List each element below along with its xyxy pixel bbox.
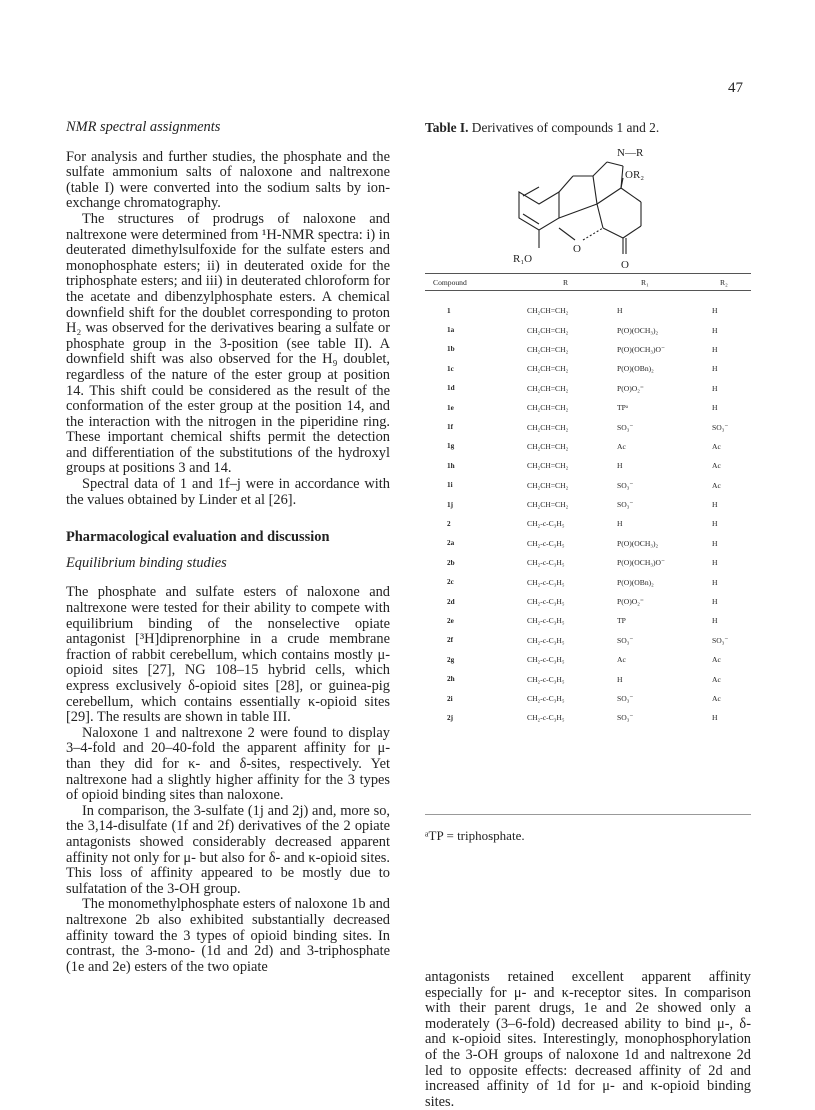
table-bottom-rule [425,814,751,815]
structure-label-o-ether: O [573,243,581,255]
structure-bond [597,188,621,204]
compound-cell: 2c [447,578,454,587]
r1-cell: SO₃⁻ [617,694,634,703]
compound-cell: 1h [447,461,455,470]
table-row [425,495,751,514]
r2-cell: H [712,577,718,587]
r2-cell: H [712,713,718,723]
table-caption-text: Derivatives of compounds 1 and 2. [471,120,660,135]
compound-cell: 2 [447,519,451,528]
compound-cell: 1e [447,403,454,412]
r2-cell: H [712,558,718,568]
table-row [425,340,751,359]
r-cell: CH₂-c-C₃H₅ [527,655,565,665]
r-cell: CH₂-c-C₃H₅ [527,577,565,587]
r1-cell: P(O)(OBn)₂ [617,364,654,374]
r1-cell: TP [617,616,626,626]
r-cell: CH₂-c-C₃H₅ [527,519,565,529]
structure-bond [603,228,623,238]
table-row [425,456,751,475]
r2-cell: H [712,306,718,316]
r-cell: CH₂-c-C₃H₅ [527,674,565,684]
r2-cell: H [712,597,718,607]
structure-label-r1o: R₁O [513,253,533,265]
structure-bond [623,226,641,238]
r2-cell: Ac [712,674,721,684]
r-cell: CH₂CH=CH₂ [527,344,569,354]
structure-bond [523,214,539,224]
r1-cell: H [617,519,623,529]
r1-cell: P(O)(OCH₃)₂ [617,325,659,335]
column-header: R₂ [712,274,751,291]
compound-cell: 2h [447,675,455,684]
r-cell: CH₂-c-C₃H₅ [527,694,565,703]
r2-cell: H [712,383,718,393]
table-header-row [425,274,751,291]
compound-cell: 1d [447,384,455,393]
structure-bond [621,188,641,202]
compound-cell: 2d [447,597,455,606]
r-cell: CH₂CH=CH₂ [527,364,569,374]
table-row [425,417,751,436]
right-column [425,120,751,1110]
structure-bond [559,204,597,218]
structure-bond [593,162,607,176]
r-cell: CH₂CH=CH₂ [527,306,569,316]
r1-cell: P(O)(OCH₃)O⁻ [617,558,665,568]
r2-cell: H [712,616,718,626]
column-header: Compound [425,274,527,291]
r2-cell: H [712,500,718,510]
r2-cell: Ac [712,655,721,665]
r1-cell: H [617,461,623,471]
r-cell: CH₂CH=CH₂ [527,480,569,490]
compound-cell: 1a [447,326,455,335]
r1-cell: SO₃⁻ [617,713,634,723]
table-row [425,708,751,727]
table-row [425,631,751,650]
compound-cell: 2j [447,713,453,722]
r2-cell: H [712,325,718,335]
table-row [425,514,751,533]
column-header: R [527,274,617,291]
paragraph: For analysis and further studies, the phosphate and the sulfate ammonium salts of naloxone and naltrexone (table I) were converted into the sodium salts by ion-exchange chromatography. [66,148,390,212]
structure-bond [607,162,623,166]
r-cell: CH₂CH=CH₂ [527,403,569,413]
table-row [425,379,751,398]
compound-cell: 2i [447,694,453,703]
r1-cell: P(O)(OCH₃)₂ [617,538,659,548]
r-cell: CH₂CH=CH₂ [527,422,569,432]
structure-bond [593,176,597,204]
compound-cell: 2b [447,558,455,567]
table-row [425,669,751,688]
structure-label-o-ketone: O [621,259,629,271]
compound-cell: 2g [447,655,455,664]
compound-cell: 2a [447,539,455,548]
r-cell: CH₂-c-C₃H₅ [527,597,565,607]
structure-ring-aromatic [519,192,559,230]
structure-bond [597,204,603,228]
r1-cell: TPᵃ [617,403,628,413]
table-caption [425,120,751,136]
table-row [425,611,751,630]
paragraph: Spectral data of 1 and 1f–j were in accordance with the values obtained by Linder et al [26]. [66,476,390,508]
r-cell: CH₂-c-C₃H₅ [527,635,565,645]
r2-cell: H [712,538,718,548]
table-row [425,553,751,572]
r-cell: CH₂-c-C₃H₅ [527,713,565,723]
r1-cell: SO₃⁻ [617,422,634,432]
paragraph: antagonists retained excellent apparent affinity especially for μ- and κ-receptor sites. In comparison with their parent drugs, 1e and 2e showed only a moderately (3–6-fold) decreased ability to bind μ-, δ- and κ-opioid sites. Interestingly, monophosphorylation of the 3-OH groups of naloxone 1d and naltrexone 2d led to opposite effects: decreased affinity of 2d and increased affinity of 1d for μ- and κ-opioid binding sites. [425,969,751,1110]
page-number: 47 [728,80,743,96]
r1-cell: Ac [617,655,626,665]
r1-cell: SO₃⁻ [617,635,634,645]
structure-bond [583,228,603,240]
r2-cell: H [712,519,718,529]
table-row [425,689,751,708]
table-row [425,398,751,417]
derivatives-table [425,273,751,728]
left-column [66,120,390,975]
table-row [425,592,751,611]
r1-cell: SO₃⁻ [617,480,634,490]
structure-bond [559,228,575,240]
r-cell: CH₂CH=CH₂ [527,500,569,510]
table-row [425,534,751,553]
table-row [425,291,751,321]
r2-cell: Ac [712,694,721,703]
r1-cell: P(O)O₂⁼ [617,597,644,607]
r2-cell: Ac [712,441,721,451]
section-heading-nmr: NMR spectral assignments [66,119,221,135]
structure-bond [523,187,539,196]
r2-cell: Ac [712,480,721,490]
paragraph: Naloxone 1 and naltrexone 2 were found to display 3–4-fold and 20–40-fold the apparent affinity for μ- than they did for κ- and δ-sites, respectively. Yet naltrexone had a slightly higher affinity for the 3 types of opioid binding sites than naloxone. [66,724,390,804]
r1-cell: P(O)(OBn)₂ [617,577,654,587]
table-row [425,476,751,495]
compound-cell: 2f [447,636,453,645]
compound-cell: 1b [447,345,455,354]
paragraph: The structures of prodrugs of naloxone and naltrexone were determined from ¹H-NMR spectra: i) in deuterated dimethylsulfoxide for the sulfate esters and monophosphate esters; ii) in deuterated oxide for the triphosphate esters; and iii) in deuterated chloroform for the acetate and dibenzylphosphate esters. A chemical downfield shift for the doublet corresponding to proton H₂ was observed for the derivatives bearing a sulfate or phosphate group in the 3-position (see table II). A downfield shift was also observed for the H₉ doublet, regardless of the nature of the ester group at position 14. This shift could be considered as the result of the conformation of the ester group at the position 14, and the interaction with the nitrogen in the piperidine ring. These important chemical shifts permit the detection and differentiation of the substitutions of the hydroxyl groups at positions 3 and 14. [66,210,390,477]
table-row [425,359,751,378]
r1-cell: H [617,306,623,316]
r2-cell: H [712,403,718,413]
compound-cell: 2e [447,616,454,625]
r2-cell: H [712,344,718,354]
r-cell: CH₂CH=CH₂ [527,325,569,335]
table-row [425,650,751,669]
table-footnote: ᵃTP = triphosphate. [425,828,525,843]
r-cell: CH₂CH=CH₂ [527,383,569,393]
r-cell: CH₂CH=CH₂ [527,441,569,451]
r-cell: CH₂-c-C₃H₅ [527,538,565,548]
r1-cell: SO₃⁻ [617,500,634,510]
structure-label-nr: N—R [617,147,644,159]
compound-cell: 1c [447,364,454,373]
table-row [425,320,751,339]
table-caption-label: Table I. [425,120,469,135]
compound-cell: 1j [447,500,453,509]
table-row [425,572,751,591]
r2-cell: Ac [712,461,721,471]
compound-cell: 1 [447,306,451,315]
compound-cell: 1g [447,442,455,451]
structure-label-or2: OR₂ [625,169,645,181]
section-heading-pharmacology: Pharmacological evaluation and discussion [66,529,330,546]
right-column-body [425,970,751,1110]
r-cell: CH₂CH=CH₂ [527,461,569,471]
column-header: R₁ [617,274,712,291]
subsection-heading-equilibrium: Equilibrium binding studies [66,554,227,571]
compound-cell: 1i [447,481,453,490]
r1-cell: P(O)(OCH₃)O⁻ [617,344,665,354]
chemical-structure-diagram [511,144,671,274]
paragraph: The phosphate and sulfate esters of naloxone and naltrexone were tested for their ability to compete with equilibrium binding of the nonselective opiate antagonist [³H]diprenorphine in a crude membrane fraction of rabbit cerebellum, which contains mostly μ-opioid sites [27], NG 108–15 hybrid cells, which express exclusively δ-opioid sites [28], or guinea-pig cerebellum, which contains essentially κ-opioid sites [29]. The results are shown in table III. [66,584,390,726]
r-cell: CH₂-c-C₃H₅ [527,616,565,626]
r-cell: CH₂-c-C₃H₅ [527,558,565,568]
r2-cell: SO₃⁻ [712,635,729,645]
r1-cell: P(O)O₂⁼ [617,383,644,393]
compound-cell: 1f [447,423,453,432]
r1-cell: H [617,674,623,684]
table-row [425,437,751,456]
structure-bond [559,176,573,192]
r1-cell: Ac [617,441,626,451]
r2-cell: SO₃⁻ [712,422,729,432]
paragraph: In comparison, the 3-sulfate (1j and 2j) and, more so, the 3,14-disulfate (1f and 2f) derivatives of the 2 opiate antagonists showed considerably decreased apparent affinity not only for μ- but also for δ- and κ-opioid sites. This loss of affinity appeared to be mostly due to sulfatation of the 3-OH group. [66,802,390,897]
r2-cell: H [712,364,718,374]
paragraph: The monomethylphosphate esters of naloxone 1b and naltrexone 2b also exhibited substantially decreased affinity toward the 3 types of opioid binding sites. In contrast, the 3-mono- (1d and 2d) and 3-triphosphate (1e and 2e) esters of the two opiate [66,896,390,975]
